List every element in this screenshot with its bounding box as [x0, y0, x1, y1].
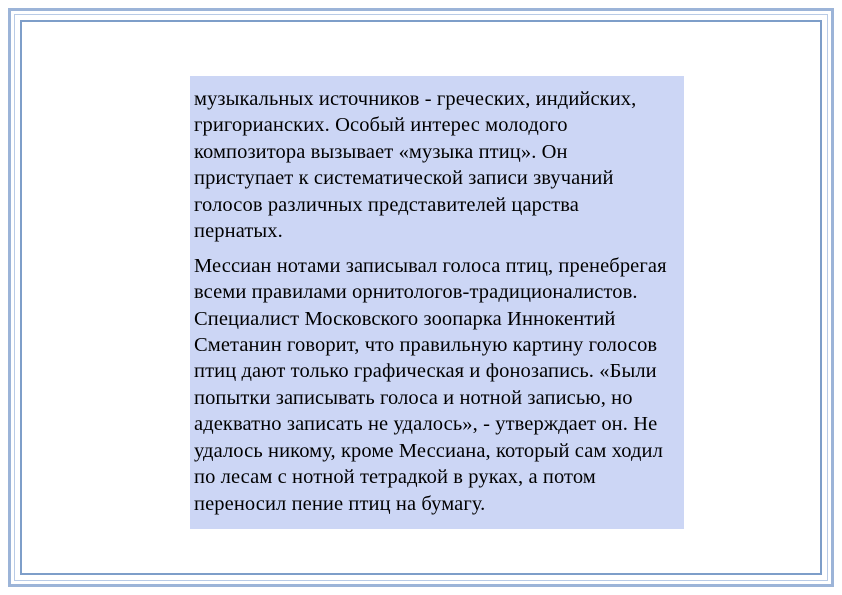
- paragraph-2: Мессиан нотами записывал голоса птиц, пренебрегая всеми правилами орнитологов-традиционалистов. Специалист Московского зоопарка Иннокентий Сметанин говорит, что правильную картину голосов птиц дают только графическая и фонозапись. «Были попытки записывать голоса и нотной записью, но адекватно записать не удалось», - утверждает он. Не удалось никому, кроме Мессиана, который сам ходил по лесам с нотной тетрадкой в руках, а потом переносил пение птиц на бумагу.: [194, 254, 667, 515]
- paragraph-1: музыкальных источников - греческих, индийских, григорианских. Особый интерес молодого композитора вызывает «музыка птиц». Он приступает к систематической записи звучаний голосов различных представителей царства пернатых.: [194, 88, 637, 243]
- content-area: [190, 76, 684, 529]
- highlighted-text-block: [190, 76, 684, 529]
